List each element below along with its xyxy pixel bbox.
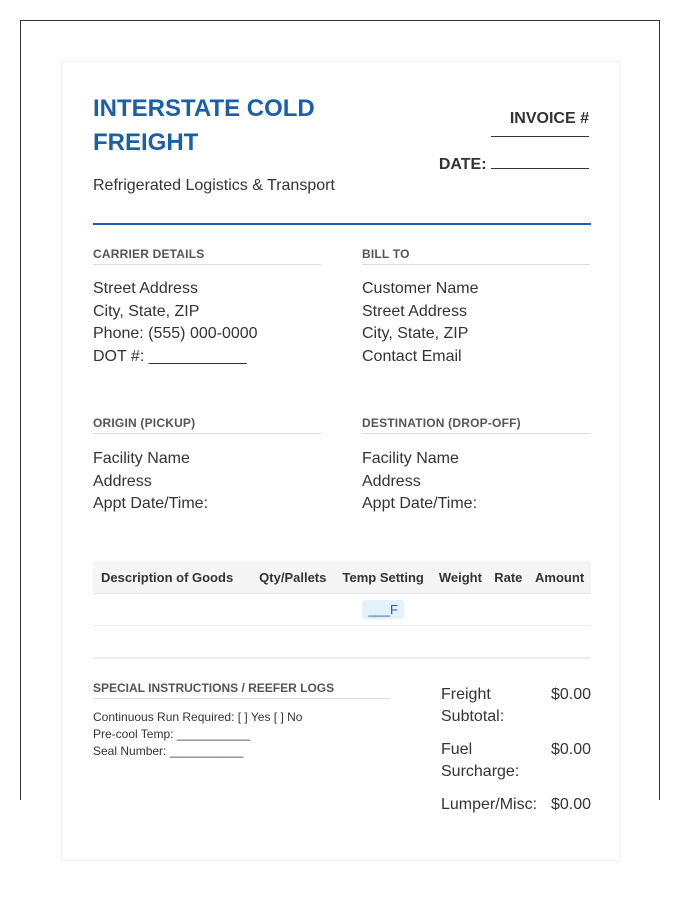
- destination-block: [362, 448, 477, 516]
- destination-line: Facility Name: [362, 450, 459, 467]
- cell-rate[interactable]: [488, 626, 528, 658]
- origin-block: [93, 448, 208, 516]
- invoice-date-blank: [491, 154, 589, 169]
- cell-rate[interactable]: [488, 594, 528, 626]
- freight-subtotal-row: [441, 684, 591, 728]
- destination-heading: DESTINATION (DROP-OFF): [362, 416, 590, 434]
- cell-qty[interactable]: [251, 594, 334, 626]
- cell-weight[interactable]: [432, 626, 488, 658]
- special-line: Pre-cool Temp: ___________: [93, 727, 251, 741]
- column-qty-pallets: Qty/Pallets: [251, 561, 334, 594]
- bill-to-line: Contact Email: [362, 348, 462, 366]
- document-viewport[interactable]: [20, 20, 660, 813]
- table-row: [93, 594, 591, 626]
- section-divider: [93, 658, 591, 659]
- lumper-misc-label: Lumper/Misc:: [441, 796, 538, 813]
- fuel-surcharge-amount: $0.00: [550, 741, 591, 758]
- cell-weight[interactable]: [432, 594, 488, 626]
- freight-subtotal-label: Freight Subtotal:: [441, 686, 505, 725]
- invoice-number-label: INVOICE #: [509, 110, 589, 127]
- column-description: Description of Goods: [93, 561, 251, 594]
- bill-to-line: City, State, ZIP: [362, 325, 469, 343]
- line-items-table: [93, 561, 591, 658]
- invoice-number-blank: [491, 136, 589, 137]
- column-rate: Rate: [488, 561, 528, 594]
- lumper-misc-amount: $0.00: [550, 796, 591, 813]
- invoice-sheet: [61, 61, 621, 861]
- origin-line: Appt Date/Time:: [93, 495, 209, 513]
- bill-to-block: [362, 278, 478, 369]
- destination-line: Appt Date/Time:: [362, 495, 478, 513]
- carrier-line: Street Address: [93, 280, 198, 297]
- special-line: Continuous Run Required: [ ] Yes [ ] No: [93, 710, 303, 724]
- special-instructions-heading: SPECIAL INSTRUCTIONS / REEFER LOGS: [93, 681, 390, 699]
- cell-description[interactable]: [93, 626, 251, 658]
- cell-description[interactable]: [93, 594, 251, 626]
- freight-subtotal-amount: $0.00: [550, 686, 591, 703]
- column-amount: Amount: [528, 561, 591, 594]
- special-instructions-block: [93, 709, 302, 760]
- carrier-line: DOT #: ___________: [93, 348, 247, 366]
- cell-temp[interactable]: [334, 594, 432, 626]
- fuel-surcharge-label: Fuel Surcharge:: [441, 741, 520, 780]
- invoice-date-label: DATE:: [438, 156, 487, 173]
- lumper-misc-row: [441, 794, 591, 816]
- table-row: [93, 626, 591, 658]
- cell-amount[interactable]: [528, 626, 591, 658]
- carrier-details-block: [93, 278, 258, 369]
- origin-heading: ORIGIN (PICKUP): [93, 416, 321, 434]
- totals-block: [441, 684, 591, 827]
- column-temp-setting: Temp Setting: [334, 561, 432, 594]
- carrier-details-heading: CARRIER DETAILS: [93, 247, 321, 265]
- cell-qty[interactable]: [251, 626, 334, 658]
- fuel-surcharge-row: [441, 739, 591, 783]
- carrier-line: Phone: (555) 000-0000: [93, 325, 258, 343]
- table-header-row: [93, 561, 591, 594]
- carrier-line: City, State, ZIP: [93, 302, 200, 320]
- column-weight: Weight: [432, 561, 488, 594]
- company-tagline: Refrigerated Logistics & Transport: [93, 177, 335, 194]
- bill-to-line: Customer Name: [362, 280, 479, 297]
- origin-line: Facility Name: [93, 450, 190, 467]
- cell-temp[interactable]: [334, 626, 432, 658]
- company-name: INTERSTATE COLD FREIGHT: [93, 95, 315, 156]
- cell-amount[interactable]: [528, 594, 591, 626]
- invoice-date-row: [439, 154, 589, 174]
- special-line: Seal Number: ___________: [93, 744, 244, 758]
- bill-to-line: Street Address: [362, 302, 467, 320]
- bill-to-heading: BILL TO: [362, 247, 590, 265]
- temp-setting-field[interactable]: ___F: [362, 600, 404, 619]
- origin-line: Address: [93, 472, 152, 490]
- destination-line: Address: [362, 472, 421, 490]
- header-divider: [93, 223, 591, 225]
